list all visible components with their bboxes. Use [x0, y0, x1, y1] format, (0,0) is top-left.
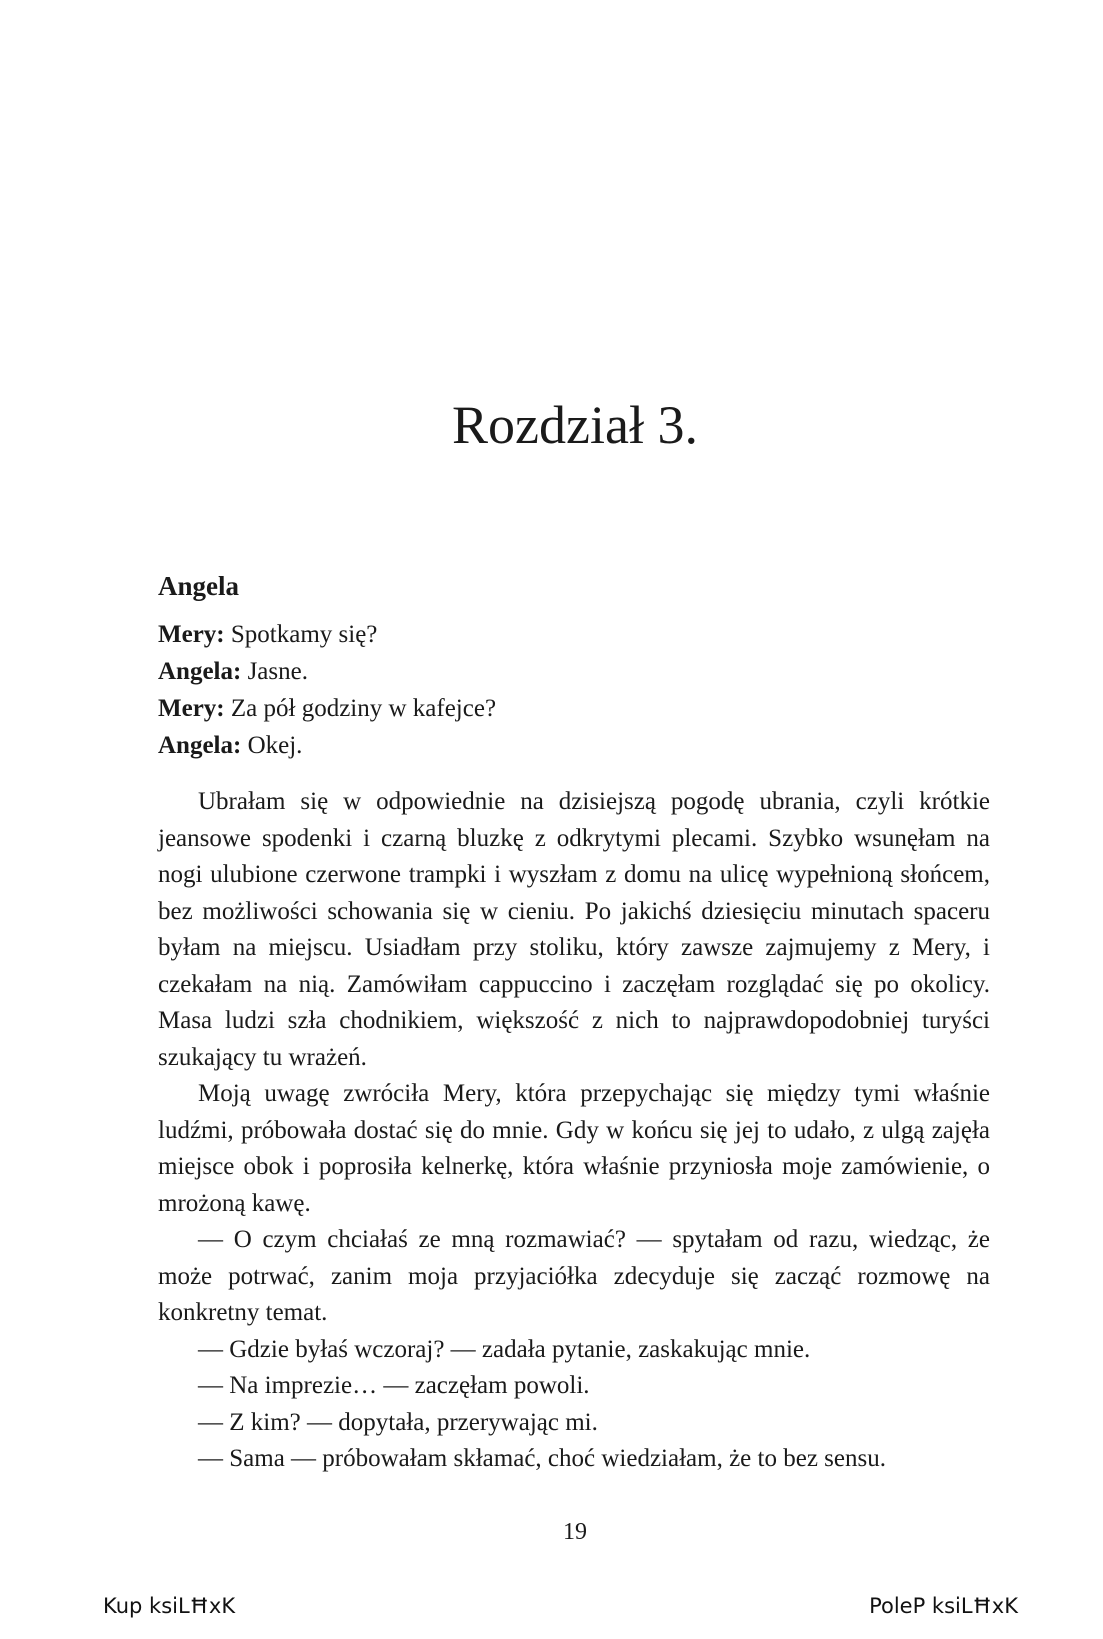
chat-transcript — [158, 616, 990, 764]
chat-speaker: Angela: — [158, 658, 242, 686]
body-paragraph: Ubrałam się w odpowiednie na dzisiejszą pogodę ubrania, czyli krótkie jeansowe spodenki i czarną bluzkę z odkrytymi plecami. Szybko wsunęłam na nogi ulubione czerwone trampki i wyszłam z domu na ulicę wypełnioną słońcem, bez możliwości schowania się w cieniu. Po jakichś dziesięciu minutach spaceru byłam na miejscu. Usiadłam przy stoliku, który zawsze zajmujemy z Mery, i czekałam na nią. Zamówiłam cappuccino i zaczęłam rozglądać się po okolicy. Masa ludzi szła chodnikiem, większość z nich to najprawdopodobniej turyści szukający tu wrażeń. — [158, 788, 990, 1071]
dialogue-paragraph: — Sama — próbowałam skłamać, choć wiedziałam, że to bez sensu. — [198, 1445, 886, 1473]
chat-line — [158, 616, 990, 653]
chat-speaker: Mery: — [158, 695, 225, 723]
chat-text: Okej. — [241, 732, 303, 760]
dialogue-paragraph: — Gdzie byłaś wczoraj? — zadała pytanie, zaskakując mnie. — [198, 1335, 811, 1363]
chat-text: Jasne. — [241, 658, 308, 686]
chapter-title: Rozdział 3. — [452, 395, 698, 455]
chat-speaker: Mery: — [158, 621, 225, 649]
section-heading: Angela — [158, 571, 239, 601]
chat-line — [158, 727, 990, 764]
chat-text: Spotkamy się? — [224, 621, 378, 649]
footer-recommend-link[interactable]: PoleP ksiLĦxK — [869, 1594, 1018, 1618]
body-paragraph: Moją uwagę zwróciła Mery, która przepychając się między tymi właśnie ludźmi, próbowała dostać się do mnie. Gdy w końcu się jej to udało, z ulgą zajęła miejsce obok i poprosiła kelnerkę, która właśnie przyniosła moje zamówienie, o mrożoną kawę. — [158, 1080, 990, 1217]
chat-speaker: Angela: — [158, 732, 242, 760]
dialogue-paragraph: — O czym chciałaś ze mną rozmawiać? — spytałam od razu, wiedząc, że może potrwać, zanim moja przyjaciółka zdecyduje się zacząć rozmowę na konkretny temat. — [158, 1226, 990, 1327]
chat-text: Za pół godziny w kafejce? — [224, 695, 497, 723]
chat-line — [158, 653, 990, 690]
page-content — [158, 570, 990, 1478]
footer-buy-link[interactable]: Kup ksiLĦxK — [103, 1594, 236, 1618]
page-number: 19 — [563, 1519, 587, 1545]
dialogue-paragraph: — Na imprezie… — zaczęłam powoli. — [198, 1372, 590, 1400]
dialogue-paragraph: — Z kim? — dopytała, przerywając mi. — [198, 1408, 598, 1436]
chat-line — [158, 690, 990, 727]
